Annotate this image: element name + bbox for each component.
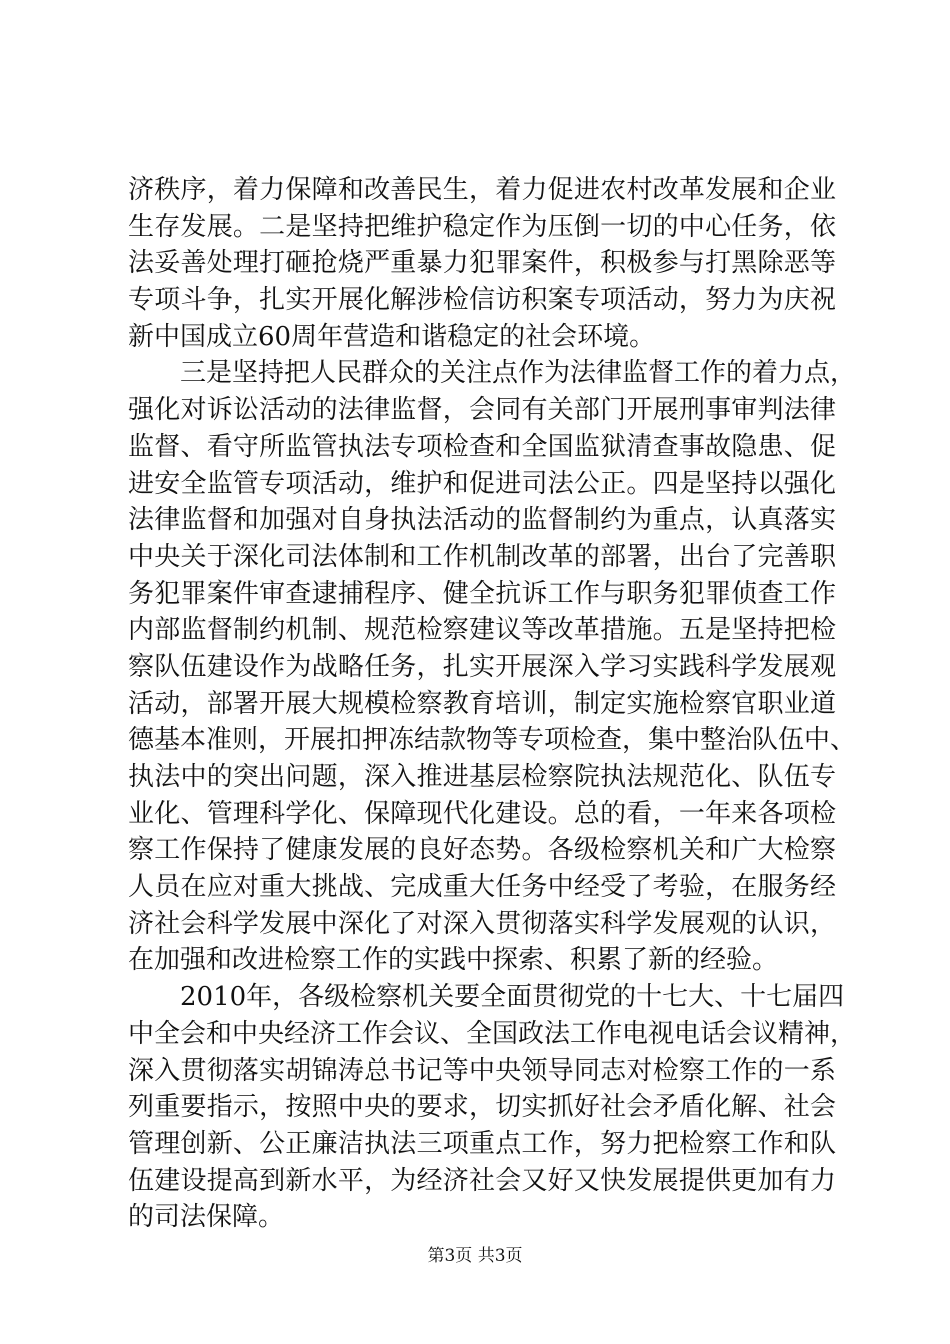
text-line: 德基本准则，开展扣押冻结款物等专项检查，集中整治队伍中、 [128,725,857,756]
text-line: 伍建设提高到新水平，为经济社会又好又快发展提供更加有力 [128,1165,836,1196]
text-line: 专项斗争，扎实开展化解涉检信访积案专项活动，努力为庆祝 [128,285,836,316]
text-line: 活动，部署开展大规模检察教育培训，制定实施检察官职业道 [128,688,836,719]
document-body [128,172,857,1236]
text-line: 执法中的突出问题，深入推进基层检察院执法规范化、队伍专 [128,762,836,792]
text-line: 察队伍建设作为战略任务，扎实开展深入学习实践科学发展观 [128,651,836,682]
text-line: 管理创新、公正廉洁执法三项重点工作，努力把检察工作和队 [128,1128,836,1159]
page-footer: 第3页 共3页 [427,1246,523,1266]
text-line: 在加强和改进检察工作的实践中探索、积累了新的经验。 [128,945,779,976]
text-line: 察工作保持了健康发展的良好态势。各级检察机关和广大检察 [128,835,836,866]
text-line: 新中国成立60周年营造和谐稳定的社会环境。 [128,321,656,352]
text-line: 的司法保障。 [128,1202,285,1233]
text-line: 三是坚持把人民群众的关注点作为法律监督工作的着力点， [128,358,857,389]
text-line: 进安全监管专项活动，维护和促进司法公正。四是坚持以强化 [128,468,836,499]
text-line: 法律监督和加强对自身执法活动的监督制约为重点，认真落实 [128,505,836,536]
text-line: 人员在应对重大挑战、完成重大任务中经受了考验，在服务经 [128,872,836,903]
text-line: 深入贯彻落实胡锦涛总书记等中央领导同志对检察工作的一系 [128,1055,836,1086]
text-line: 列重要指示，按照中央的要求，切实抓好社会矛盾化解、社会 [128,1092,836,1123]
text-line: 济社会科学发展中深化了对深入贯彻落实科学发展观的认识， [128,908,836,939]
text-line: 2010年，各级检察机关要全面贯彻党的十七大、十七届四 [128,982,845,1013]
text-line: 务犯罪案件审查逮捕程序、健全抗诉工作与职务犯罪侦查工作 [128,578,836,609]
text-line: 内部监督制约机制、规范检察建议等改革措施。五是坚持把检 [128,615,836,646]
text-line: 中全会和中央经济工作会议、全国政法工作电视电话会议精神， [128,1018,857,1049]
text-line: 中央关于深化司法体制和工作机制改革的部署，出台了完善职 [128,541,836,572]
text-line: 生存发展。二是坚持把维护稳定作为压倒一切的中心任务，依 [128,211,836,242]
text-line: 监督、看守所监管执法专项检查和全国监狱清查事故隐患、促 [128,431,836,462]
text-line: 法妥善处理打砸抢烧严重暴力犯罪案件，积极参与打黑除恶等 [128,248,836,279]
text-line: 业化、管理科学化、保障现代化建设。总的看，一年来各项检 [128,798,836,829]
text-line: 济秩序，着力保障和改善民生，着力促进农村改革发展和企业 [128,175,836,205]
text-line: 强化对诉讼活动的法律监督，会同有关部门开展刑事审判法律 [128,395,836,426]
